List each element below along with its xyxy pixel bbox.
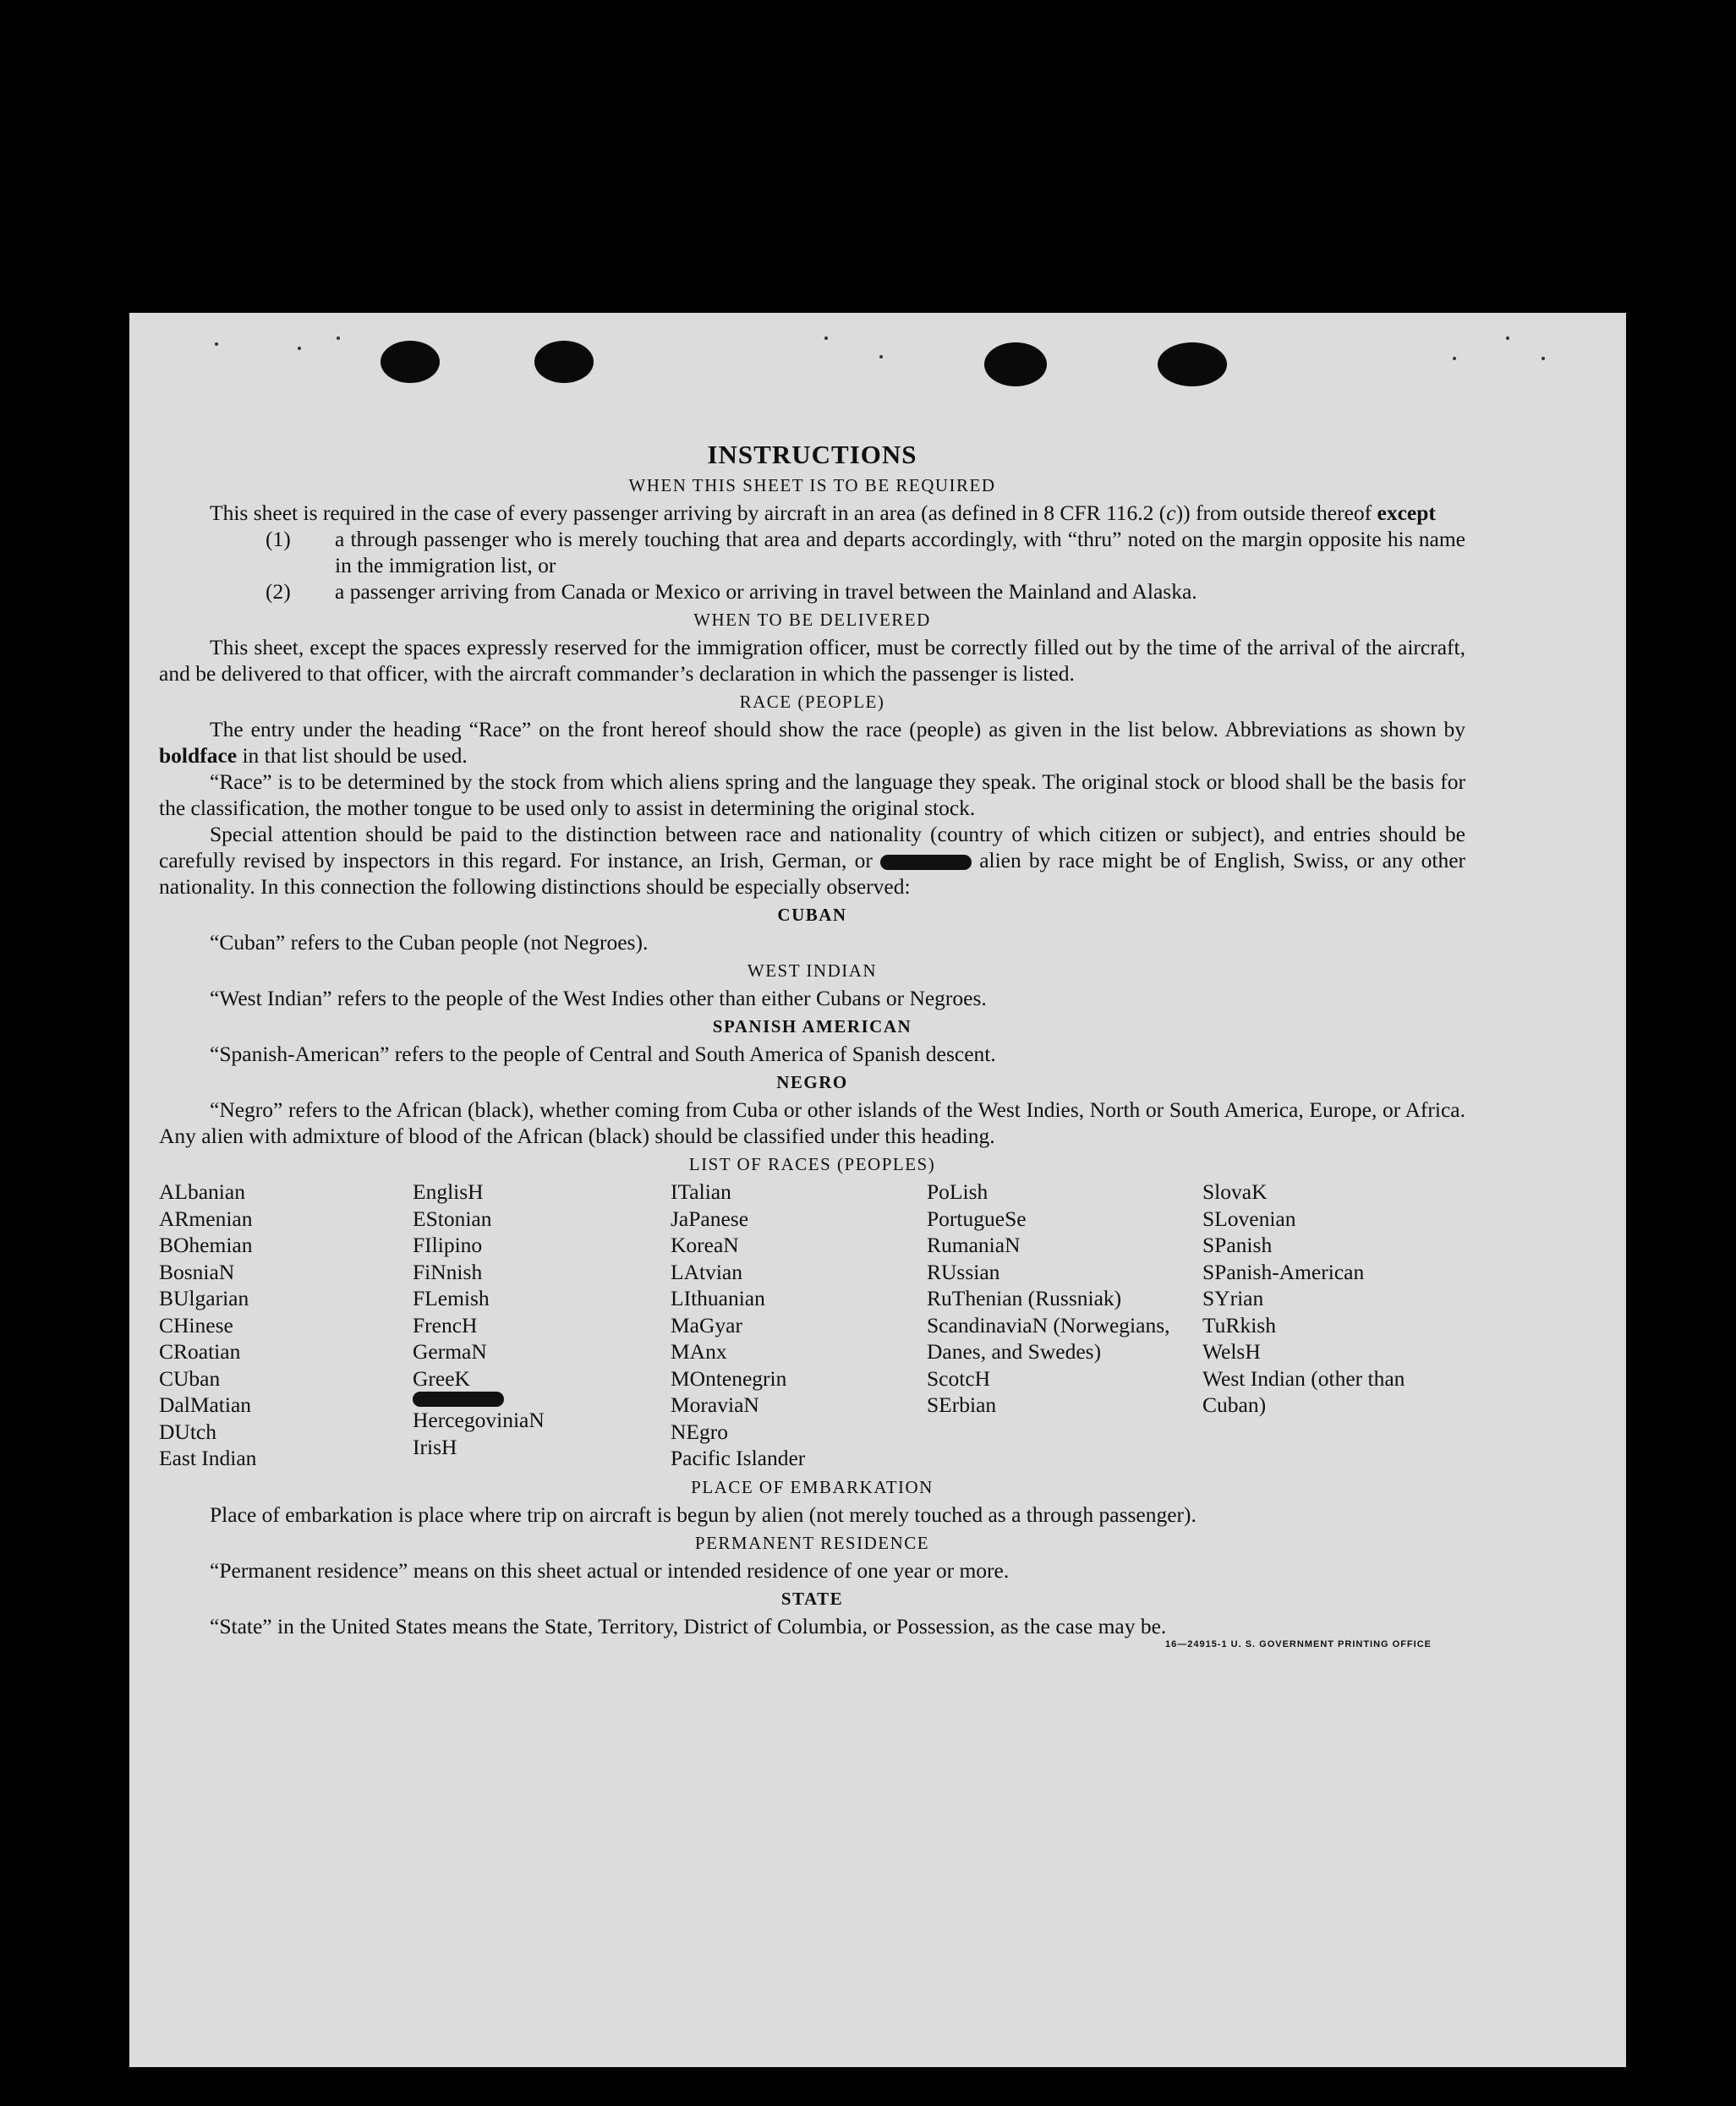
race-item: ITalian xyxy=(671,1179,731,1204)
section-heading: PERMANENT RESIDENCE xyxy=(694,1532,930,1553)
race-item: CRoatian xyxy=(159,1339,241,1364)
residence-text: “Permanent residence” means on this sheet actual or intended residence of one year or more. xyxy=(210,1557,1010,1583)
footer xyxy=(159,1639,1465,1649)
race-item: MAnx xyxy=(671,1339,727,1364)
required-intro: This sheet is required in the case of every passenger arriving by aircraft in an area (as defined in 8 CFR 116.2 (c)) from outside thereof except xyxy=(210,501,1436,525)
race-item: FrencH xyxy=(413,1312,478,1337)
required-item-1: (1) a through passenger who is merely touching that area and departs accordingly, with “thru” noted on the margin opposite his name in the immigration list, or xyxy=(266,527,1465,577)
race-item: JaPanese xyxy=(671,1206,749,1231)
race-item: WelsH xyxy=(1202,1339,1261,1364)
printing-office-code: 16—24915-1 U. S. GOVERNMENT PRINTING OFFICE xyxy=(1164,1638,1432,1649)
race-item: LAtvian xyxy=(671,1259,742,1284)
race-item: ScotcH xyxy=(927,1365,991,1391)
race-item: MOntenegrin xyxy=(671,1365,787,1391)
race-item: ALbanian xyxy=(159,1179,245,1204)
section-heading: RACE (PEOPLE) xyxy=(739,692,885,712)
race-item: LIthuanian xyxy=(671,1286,765,1310)
race-item: FiNnish xyxy=(413,1259,483,1284)
race-item: Pacific Islander xyxy=(671,1446,806,1470)
speck xyxy=(879,355,883,358)
west-indian-text: “West Indian” refers to the people of the West Indies other than either Cubans or Negroes. xyxy=(210,986,987,1010)
race-item: CHinese xyxy=(159,1312,233,1337)
race-item: DUtch xyxy=(159,1419,216,1444)
required-item-2: (2) a passenger arriving from Canada or Mexico or arriving in travel between the Mainland and Alaska. xyxy=(266,579,1197,604)
section-heading: WHEN THIS SHEET IS TO BE REQUIRED xyxy=(628,475,996,495)
race-item: ARmenian xyxy=(159,1206,253,1231)
section-heading: WHEN TO BE DELIVERED xyxy=(693,610,931,630)
embarkation-text: Place of embarkation is place where trip on aircraft is begun by alien (not merely touched as a through passenger). xyxy=(210,1502,1197,1527)
race-item: CUban xyxy=(159,1365,221,1391)
section-heading: LIST OF RACES (PEOPLES) xyxy=(688,1154,936,1174)
document-sheet xyxy=(129,313,1626,2067)
race-item: FLemish xyxy=(413,1286,490,1310)
race-item: ScandinaviaN (Norwegians, Danes, and Swedes) xyxy=(927,1312,1170,1364)
section-heading: CUBAN xyxy=(777,905,847,925)
speck xyxy=(215,342,218,346)
race-column-4 xyxy=(927,1179,1202,1472)
speck xyxy=(1506,336,1509,340)
race-item: SErbian xyxy=(927,1392,997,1417)
section-heading: PLACE OF EMBARKATION xyxy=(691,1476,934,1497)
race-item: NEgro xyxy=(671,1419,728,1444)
race-column-1 xyxy=(159,1179,413,1472)
speck xyxy=(1542,357,1545,360)
punch-hole xyxy=(1158,342,1227,386)
race-paragraph-1: The entry under the heading “Race” on the front hereof should show the race (people) as given in the list below. Abbreviations as shown by boldface in that list should be used. xyxy=(159,717,1465,768)
spanish-american-text: “Spanish-American” refers to the people of Central and South America of Spanish descent. xyxy=(210,1042,996,1066)
race-column-2 xyxy=(413,1179,671,1472)
speck xyxy=(337,336,340,340)
race-item-redacted xyxy=(413,1392,671,1407)
section-heading: NEGRO xyxy=(776,1072,848,1092)
speck xyxy=(824,336,828,340)
punch-hole xyxy=(381,341,440,383)
section-heading: SPANISH AMERICAN xyxy=(712,1016,912,1037)
race-item: SLovenian xyxy=(1202,1206,1296,1231)
race-item: SYrian xyxy=(1202,1286,1264,1310)
race-item: TuRkish xyxy=(1202,1312,1276,1337)
race-list xyxy=(159,1179,1465,1472)
race-item: HercegoviniaN xyxy=(413,1408,545,1432)
punch-hole xyxy=(534,341,594,383)
race-item: PortugueSe xyxy=(927,1206,1027,1231)
race-item: IrisH xyxy=(413,1434,457,1459)
race-item: EnglisH xyxy=(413,1179,484,1204)
race-item: SPanish-American xyxy=(1202,1259,1365,1284)
punch-hole xyxy=(984,342,1047,386)
race-item: West Indian (other than Cuban) xyxy=(1202,1365,1405,1417)
negro-text: “Negro” refers to the African (black), whether coming from Cuba or other islands of the West Indies, North or South America, Europe, or Africa. Any alien with admixture of blood of the African (black) should be classified under this heading. xyxy=(159,1097,1465,1148)
speck xyxy=(1453,357,1456,360)
race-item: BOhemian xyxy=(159,1233,253,1257)
redaction-mark xyxy=(413,1392,504,1407)
race-item: SlovaK xyxy=(1202,1179,1268,1204)
race-column-5 xyxy=(1202,1179,1465,1472)
race-item: East Indian xyxy=(159,1446,257,1470)
race-item: SPanish xyxy=(1202,1233,1273,1257)
race-item: GreeK xyxy=(413,1365,470,1391)
race-item: DalMatian xyxy=(159,1392,252,1417)
race-item: MoraviaN xyxy=(671,1392,759,1417)
cuban-text: “Cuban” refers to the Cuban people (not Negroes). xyxy=(210,930,649,955)
race-item: RumaniaN xyxy=(927,1233,1021,1257)
race-paragraph-3: Special attention should be paid to the distinction between race and nationality (country of which citizen or subject), and entries should be carefully revised by inspectors in this regard. For instance, an Irish, German, or alien by race might be of English, Swiss, or any other nationality. In this connection the following distinctions should be especially observed: xyxy=(159,822,1466,899)
race-item: RUssian xyxy=(927,1259,1000,1284)
race-item: RuThenian (Russniak) xyxy=(927,1286,1122,1310)
race-column-3 xyxy=(671,1179,927,1472)
redaction-mark xyxy=(880,855,972,870)
race-item: BUlgarian xyxy=(159,1286,249,1310)
state-text: “State” in the United States means the State, Territory, District of Columbia, or Possession, as the case may be. xyxy=(210,1613,1167,1638)
section-heading: STATE xyxy=(780,1588,844,1609)
race-item: EStonian xyxy=(413,1206,492,1231)
section-heading: WEST INDIAN xyxy=(747,960,878,981)
race-paragraph-2: “Race” is to be determined by the stock from which aliens spring and the language they speak. The original stock or blood shall be the basis for the classification, the mother tongue to be used only to assist in determining the original stock. xyxy=(159,769,1465,820)
race-item: FIlipino xyxy=(413,1233,483,1257)
page-title: INSTRUCTIONS xyxy=(707,440,917,469)
race-item: KoreaN xyxy=(671,1233,739,1257)
delivered-text: This sheet, except the spaces expressly reserved for the immigration officer, must be correctly filled out by the time of the arrival of the aircraft, and be delivered to that officer, with the aircraft commander’s declaration in which the passenger is listed. xyxy=(159,635,1465,686)
race-item: GermaN xyxy=(413,1339,487,1364)
race-item: PoLish xyxy=(927,1179,988,1204)
instructions-content xyxy=(159,440,1465,1649)
race-item: BosniaN xyxy=(159,1259,235,1284)
race-item: MaGyar xyxy=(671,1312,742,1337)
speck xyxy=(298,347,301,350)
